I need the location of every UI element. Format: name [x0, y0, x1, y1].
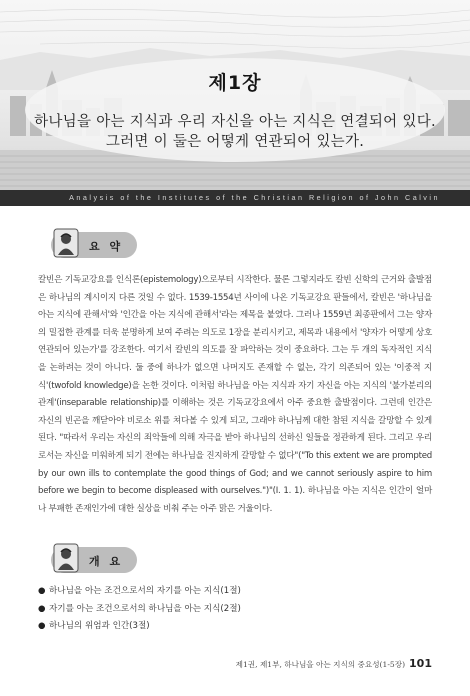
page-number: 101 [409, 657, 432, 670]
chapter-title-line-1: 하나님을 아는 지식과 우리 자신을 아는 지식은 연결되어 있다. [34, 114, 436, 130]
overview-heading: 개 요 [89, 555, 124, 568]
banner-text: Analysis of the Institutes of the Christian Religion of John Calvin [69, 193, 440, 202]
chapter-title-line-2: 그러면 이 둘은 어떻게 연관되어 있는가. [105, 134, 365, 150]
chapter-label: 제1장 [208, 72, 262, 94]
portrait-icon [53, 543, 79, 573]
summary-heading: 요 약 [89, 240, 124, 253]
book-title-banner [0, 190, 470, 206]
list-item [38, 618, 418, 636]
overview-list [38, 583, 418, 636]
city-engraving-illustration [0, 0, 470, 206]
page-footer [236, 657, 432, 670]
list-item [38, 583, 418, 601]
list-item-text: 하나님의 위엄과 인간(3절) [49, 621, 150, 632]
list-item-text: 자기를 아는 조건으로서의 하나님을 아는 지식(2절) [49, 603, 241, 614]
list-item [38, 601, 418, 619]
overview-heading-badge [51, 547, 137, 573]
chapter-header [0, 0, 470, 206]
summary-paragraph: 칼빈은 기독교강요를 인식론(epistemology)으로부터 시작한다. 물론 그렇지라도 칼빈 신학의 근거와 출발점은 하나님의 계시이지 다른 것일 수 없다. 1539-1554년 사이에 나온 기독교강요 판들에서, 칼빈은 '하나님을 아는 지식에 관해서'와 '인간을 아는 지식에 관해서'라는 제목을 붙였다. 그러나 1559년 최종판에서 그는 양자의 밀접한 관계를 더욱 분명하게 보여 주려는 의도로 1장을 분리시키고, 제목과 내용에서 '양자가 어떻게 상호 연관되어 있는가'를 강조한다. 여기서 칼빈의 의도를 잘 파악하는 것이 중요하다. 그는 두 개의 독자적인 지식을 논하려는 것이 아니다. 둘 중에 하나가 없으면 나머지도 존재할 수 없는, 각기 의존되어 있는 '이중적 지식'(twofold knowledge)을 논한 것이다. 이처럼 하나님을 아는 지식과 자기 자신을 아는 지식의 '불가분리의 관계'(inseparable relationship)를 이해하는 것은 기독교강요에서 아주 중요한 출발점이다. 그런데 인간은 자신의 빈곤을 깨닫아야 비로소 위를 쳐다볼 수 있게 되고, 그래야 하나님께 대한 참된 지식을 갈망할 수 있게 된다. "따라서 우리는 자신의 죄악들에 의해 자극을 받아 하나님의 선하신 일들을 정관하게 된다. 그리고 우리로서는 자신을 미워하게 되기 전에는 하나님을 진지하게 갈망할 수 없다"("To this extent we are prompted by our own ills to contemplate the good things of God; and we cannot seriously aspire to him before we begin to become displeased with ourselves.")"(I. 1. 1). 하나님을 아는 지식은 인간이 얼마나 부패한 존재인가에 대한 실상을 비춰 주는 아주 맑은 거울이다. [38, 275, 432, 514]
portrait-icon [53, 228, 79, 258]
bullet-icon: ● [38, 586, 46, 596]
summary-heading-badge [51, 232, 137, 258]
list-item-text: 하나님을 아는 조건으로서의 자기를 아는 지식(1절) [49, 586, 241, 596]
bullet-icon: ● [38, 603, 46, 614]
running-head: 제1권, 제1부, 하나님을 아는 지식의 중요성(1-5장) [235, 660, 406, 669]
bullet-icon: ● [38, 621, 46, 632]
